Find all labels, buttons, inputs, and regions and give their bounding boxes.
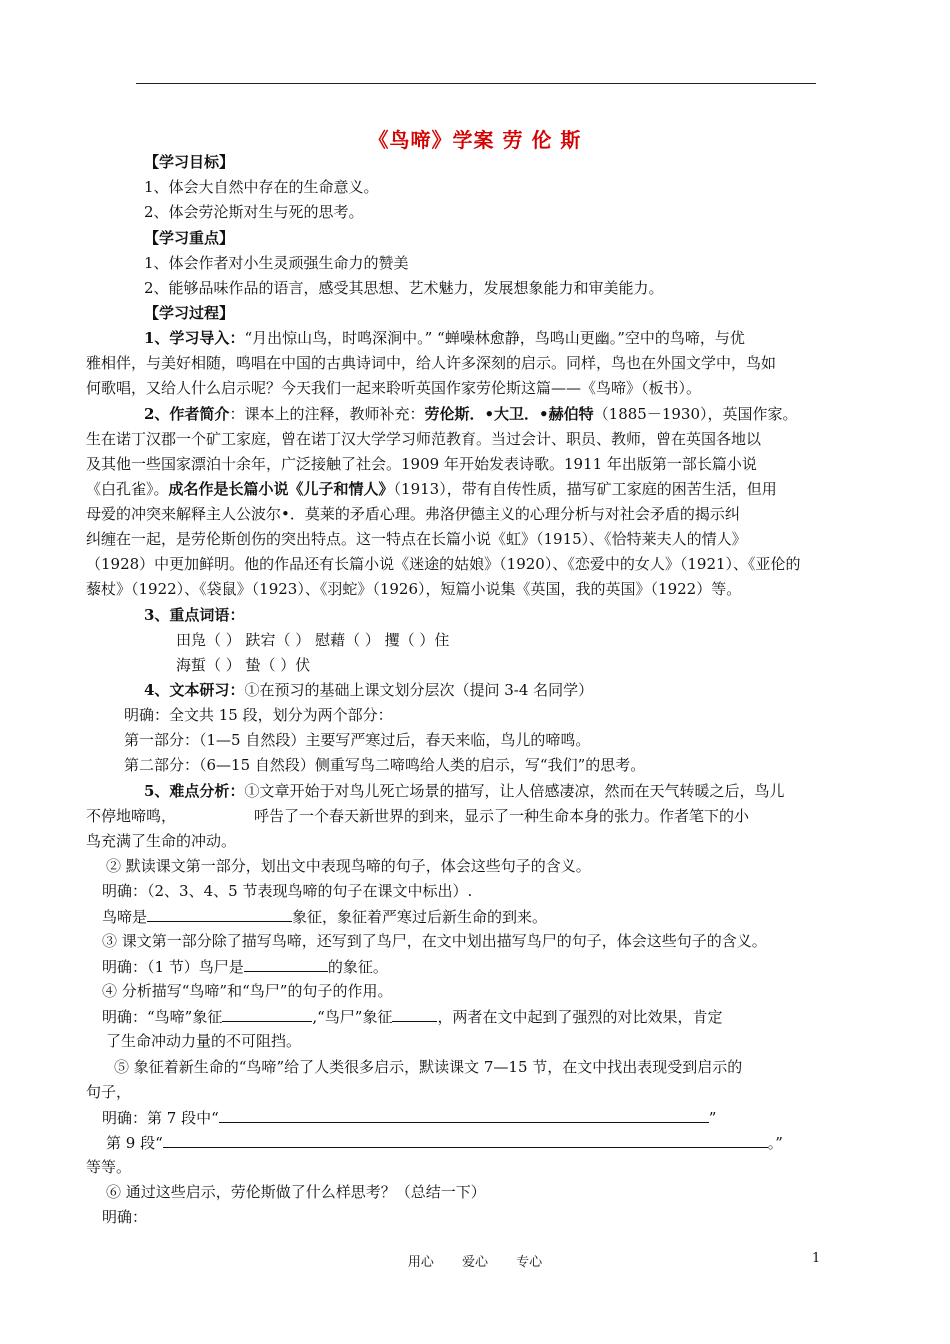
goals-heading: 【学习目标】	[144, 153, 235, 171]
intro-line	[144, 328, 745, 348]
footer-text: 专心	[516, 1255, 543, 1270]
analysis-text: 的象征。	[327, 958, 388, 976]
author-line: 母爱的冲突来解释主人公波尔•．莫莱的矛盾心理。弗洛伊德主义的心理分析与对社会矛盾的揭示纠	[86, 505, 740, 523]
vocab-row: 海蜇（ ） 蛰（ ）伏	[176, 656, 311, 674]
author-line: 藜杖》（1922）、《袋鼠》（1923）、《羽蛇》（1926），短篇小说集《英国，我的英国》（1922）等。	[86, 580, 742, 598]
process-heading: 【学习过程】	[144, 304, 235, 322]
analysis-line: ② 默读课文第一部分，划出文中表现鸟啼的句子，体会这些句子的含义。	[106, 857, 591, 875]
analysis-line	[102, 1006, 722, 1027]
focus-heading: 【学习重点】	[144, 229, 235, 247]
fill-blank[interactable]	[147, 906, 292, 922]
author-line	[144, 404, 798, 424]
analysis-line: 句子，	[86, 1083, 132, 1101]
fill-blank[interactable]	[219, 1107, 709, 1123]
text-study-label: 4、文本研习：	[144, 681, 245, 699]
analysis-line	[102, 1107, 716, 1128]
analysis-line: ⑥ 通过这些启示，劳伦斯做了什么样思考？（总结一下）	[106, 1183, 486, 1201]
analysis-line	[102, 906, 547, 927]
author-text: （1885－1930），英国作家。	[593, 405, 798, 423]
analysis-text: ,“鸟尸”象征	[312, 1008, 393, 1026]
page-number: 1	[812, 1251, 821, 1266]
analysis-line: 了生命冲动力量的不可阻挡。	[106, 1032, 302, 1050]
analysis-line	[144, 781, 784, 801]
author-line: 及其他一些国家漂泊十余年，广泛接触了社会。1909 年开始发表诗歌。1911 年出版第一部长篇小说	[86, 455, 757, 473]
analysis-text: 不停地啼鸣，	[86, 807, 177, 825]
author-text: 《白孔雀》。	[86, 480, 169, 498]
author-line	[86, 479, 777, 499]
focus-item: 1、体会作者对小生灵顽强生命力的赞美	[144, 254, 409, 272]
analysis-text: 明确：第 7 段中“	[102, 1109, 219, 1127]
intro-text: “月出惊山鸟，时鸣深涧中。” “蝉噪林愈静，鸟鸣山更幽。”空中的鸟啼，与优	[244, 329, 745, 347]
author-name: 劳伦斯．•大卫．•赫伯特	[424, 405, 594, 423]
fill-blank[interactable]	[222, 1006, 312, 1022]
intro-line: 何歌唱，又给人什么启示呢？今天我们一起来聆听英国作家劳伦斯这篇——《鸟啼》（板书）。	[86, 379, 702, 397]
fill-blank[interactable]	[244, 956, 328, 972]
analysis-line	[86, 806, 749, 826]
text-study-line: 明确：全文共 15 段，划分为两个部分：	[124, 706, 393, 724]
analysis-text: 明确：“鸟啼”象征	[102, 1008, 223, 1026]
goal-item: 1、体会大自然中存在的生命意义。	[144, 178, 379, 196]
analysis-line: 等等。	[86, 1158, 132, 1176]
analysis-label: 5、难点分析：	[144, 782, 245, 800]
page-title: 《鸟啼》学案 劳 伦 斯	[368, 128, 582, 152]
header-rule	[136, 83, 816, 84]
text-study-text: ①在预习的基础上课文划分层次（提问 3-4 名同学）	[244, 681, 594, 699]
masterpiece-text: 成名作是长篇小说《儿子和情人》	[168, 480, 394, 498]
vocab-row: 田凫（ ） 趺宕（ ） 慰藉（ ） 攫（ ）住	[176, 631, 450, 649]
author-line: 纠缠在一起，是劳伦斯创伤的突出特点。这一特点在长篇小说《虹》（1915）、《恰特莱夫人的情人》	[86, 530, 747, 548]
analysis-line: ④ 分析描写“鸟啼”和“鸟尸”的句子的作用。	[102, 982, 393, 1000]
page-footer	[0, 1251, 950, 1270]
author-label: 2、作者简介	[144, 405, 230, 423]
author-line: 生在诺丁汉郡一个矿工家庭，曾在诺丁汉大学学习师范教育。当过会计、职员、教师，曾在英国各地以	[86, 430, 762, 448]
focus-item: 2、能够品味作品的语言，感受其思想、艺术魅力，发展想象能力和审美能力。	[144, 279, 664, 297]
analysis-text: ，两者在文中起到了强烈的对比效果，肯定	[437, 1008, 723, 1026]
text-study-line: 第二部分：（6—15 自然段）侧重写鸟二啼鸣给人类的启示，写“我们”的思考。	[124, 756, 646, 774]
author-text: （1913），带有自传性质，描写矿工家庭的困苦生活，但用	[393, 480, 777, 498]
analysis-text: 第 9 段“	[106, 1134, 163, 1152]
analysis-line: ⑤ 象征着新生命的“鸟啼”给了人类很多启示，默读课文 7—15 节，在文中找出表现受到启示的	[114, 1058, 743, 1076]
fill-blank[interactable]	[163, 1132, 768, 1148]
author-text: ：课本上的注释，教师补充：	[229, 405, 425, 423]
analysis-line	[102, 956, 388, 977]
analysis-text: 象征，象征着严寒过后新生命的到来。	[292, 908, 548, 926]
intro-label: 1、学习导入：	[144, 329, 245, 347]
analysis-line	[106, 1132, 783, 1153]
analysis-text: 明确：（1 节）鸟尸是	[102, 958, 244, 976]
footer-text: 用心	[407, 1255, 434, 1270]
vocab-heading: 3、重点词语：	[144, 606, 245, 624]
analysis-text: 呼告了一个春天新世界的到来，显示了一种生命本身的张力。作者笔下的小	[254, 807, 750, 825]
text-study-line	[144, 680, 593, 700]
intro-line: 雅相伴，与美好相随，鸣唱在中国的古典诗词中，给人许多深刻的启示。同样，鸟也在外国文学中，鸟如	[86, 354, 777, 372]
analysis-text: 。”	[767, 1134, 783, 1152]
fill-blank[interactable]	[392, 1006, 437, 1022]
footer-text: 爱心	[461, 1255, 488, 1270]
analysis-text: ①文章开始于对鸟儿死亡场景的描写，让人倍感凄凉，然而在天气转暖之后，鸟儿	[244, 782, 785, 800]
analysis-line: 明确：（2、3、4、5 节表现鸟啼的句子在课文中标出）.	[102, 882, 473, 900]
author-line: （1928）中更加鲜明。他的作品还有长篇小说《迷途的姑娘》（1920）、《恋爱中的女人》（1921）、《亚伦的	[86, 555, 801, 573]
analysis-text: 鸟啼是	[102, 908, 148, 926]
text-study-line: 第一部分：（1—5 自然段）主要写严寒过后，春天来临，鸟儿的啼鸣。	[124, 731, 591, 749]
goal-item: 2、体会劳沦斯对生与死的思考。	[144, 203, 364, 221]
analysis-line: ③ 课文第一部分除了描写鸟啼，还写到了鸟尸，在文中划出描写鸟尸的句子，体会这些句子的含义。	[102, 932, 767, 950]
analysis-line: 鸟充满了生命的冲动。	[86, 832, 237, 850]
analysis-text: ”	[708, 1109, 717, 1127]
analysis-line: 明确：	[102, 1208, 148, 1226]
